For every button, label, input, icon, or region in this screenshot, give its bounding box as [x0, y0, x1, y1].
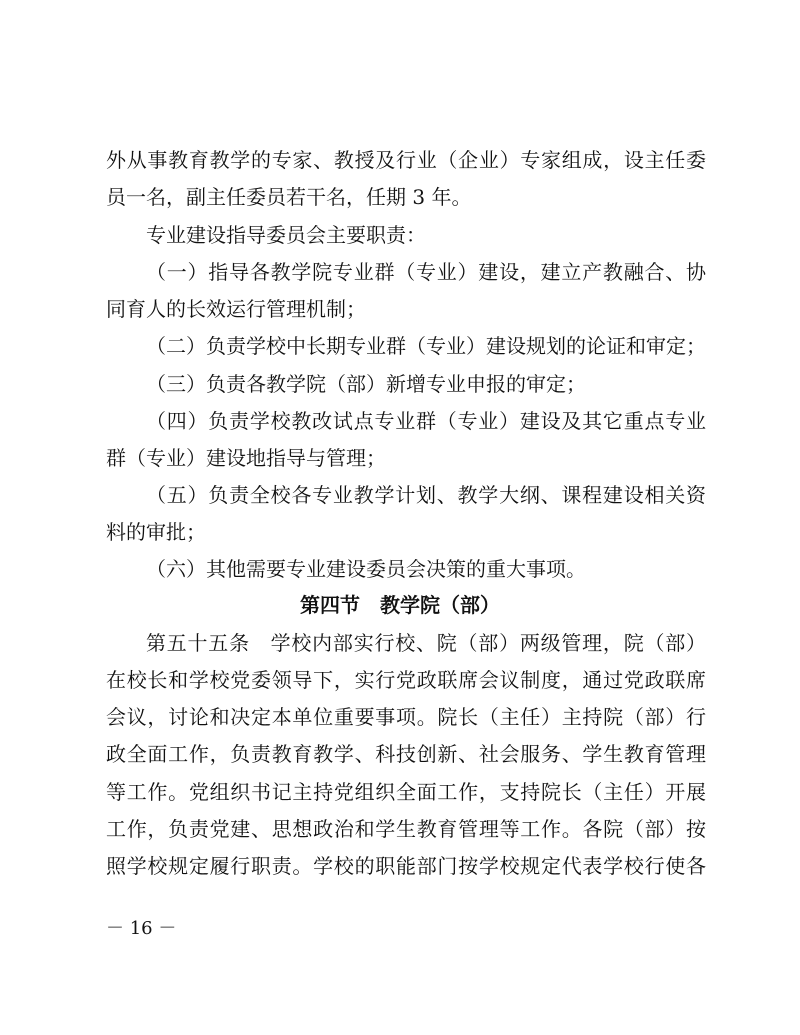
- paragraph-line: （五）负责全校各专业教学计划、教学大纲、课程建设相关资: [146, 483, 706, 507]
- article-line: 政全面工作，负责教育教学、科技创新、社会服务、学生教育管理: [106, 742, 706, 766]
- article-line: 第五十五条 学校内部实行校、院（部）两级管理，院（部）: [146, 631, 706, 655]
- article-line: 会议，讨论和决定本单位重要事项。院长（主任）主持院（部）行: [106, 705, 706, 729]
- article-line: 等工作。党组织书记主持党组织全面工作，支持院长（主任）开展: [106, 780, 706, 804]
- article-line: 工作，负责党建、思想政治和学生教育管理等工作。各院（部）按: [106, 817, 706, 841]
- paragraph-line: （一）指导各教学院专业群（专业）建设，建立产教融合、协: [146, 260, 706, 284]
- page-number: － 16 －: [106, 918, 177, 939]
- paragraph-line: 同育人的长效运行管理机制；: [106, 297, 366, 321]
- paragraph-line: 料的审批；: [106, 520, 206, 544]
- paragraph-line: 群（专业）建设地指导与管理；: [106, 446, 386, 470]
- paragraph-line: 专业建设指导委员会主要职责：: [146, 223, 426, 247]
- article-line: 照学校规定履行职责。学校的职能部门按学校规定代表学校行使各: [106, 854, 706, 878]
- paragraph-line: （三）负责各教学院（部）新增专业申报的审定；: [146, 372, 586, 396]
- paragraph-line: （四）负责学校教改试点专业群（专业）建设及其它重点专业: [146, 409, 706, 433]
- paragraph-line: 外从事教育教学的专家、教授及行业（企业）专家组成，设主任委: [106, 148, 706, 172]
- article-line: 在校长和学校党委领导下，实行党政联席会议制度，通过党政联席: [106, 668, 706, 692]
- paragraph-line: （六）其他需要专业建设委员会决策的重大事项。: [146, 557, 586, 581]
- section-title: 第四节 教学院（部）: [300, 593, 500, 617]
- paragraph-line: （二）负责学校中长期专业群（专业）建设规划的论证和审定；: [146, 334, 706, 358]
- paragraph-line: 员一名，副主任委员若干名，任期 3 年。: [106, 185, 472, 209]
